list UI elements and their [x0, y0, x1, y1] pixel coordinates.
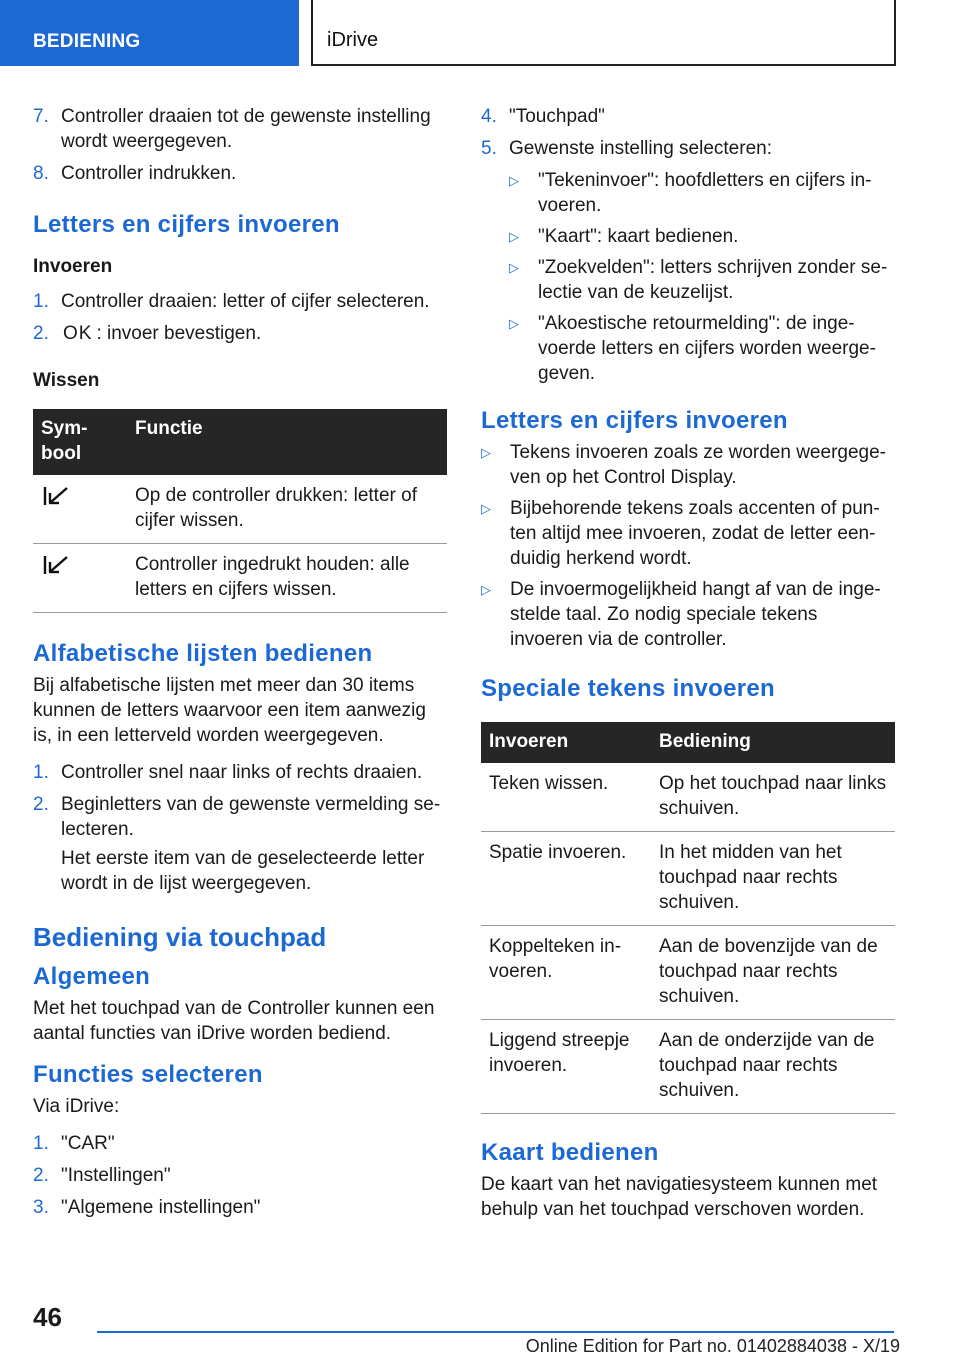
table-row — [481, 926, 895, 1020]
bullet-text: Bijbehorende tekens zoals accenten of punten altijd mee invoeren, zodat de letter eenduidig herkend wordt. — [510, 498, 880, 569]
step-text: Controller indrukken. — [61, 163, 237, 184]
chapter-title: iDrive — [327, 29, 379, 51]
speciale-tekens-table — [481, 722, 895, 1114]
list-item — [33, 1131, 447, 1156]
list-item — [481, 440, 895, 490]
table-cell: Koppelteken invoeren. — [481, 926, 651, 1020]
heading-functies-selecteren: Functies selecteren — [33, 1061, 263, 1088]
list-item — [481, 577, 895, 652]
right-column — [481, 104, 895, 1230]
step-number: 2. — [33, 794, 49, 815]
step-number: 5. — [481, 138, 497, 159]
list-item — [33, 1195, 447, 1220]
heading-alfabetische-lijsten: Alfabetische lijsten bedienen — [33, 640, 373, 667]
triangle-bullet-icon: ▷ — [481, 582, 491, 597]
delete-icon — [43, 554, 69, 576]
table-cell: Aan de bovenzijde van de touchpad naar rechts schuiven. — [651, 926, 895, 1020]
ok-icon: OK — [63, 323, 93, 344]
bullet-text: "Zoekvelden": letters schrijven zonder selectie van de keuzelijst. — [538, 257, 888, 303]
step-number: 7. — [33, 106, 49, 127]
heading-algemeen: Algemeen — [33, 963, 151, 990]
heading-letters-invoeren-touchpad: Letters en cijfers invoeren — [481, 407, 788, 434]
table-row — [481, 1020, 895, 1114]
triangle-bullet-icon: ▷ — [509, 260, 519, 275]
table-cell: Spatie invoeren. — [481, 832, 651, 926]
table-cell: In het midden van het touchpad naar rechts schuiven. — [651, 832, 895, 926]
heading-speciale-tekens: Speciale tekens invoeren — [481, 675, 776, 702]
step-number: 2. — [33, 323, 49, 344]
step-text: "Touchpad" — [509, 106, 605, 127]
triangle-bullet-icon: ▷ — [509, 316, 519, 331]
list-item — [33, 104, 447, 154]
table-row — [33, 475, 447, 544]
step-text: Controller snel naar links of rechts draaien. — [61, 762, 423, 783]
heading-letters-invoeren: Letters en cijfers invoeren — [33, 211, 340, 238]
step-number: 2. — [33, 1165, 49, 1186]
step-text: Controller draaien: letter of cijfer selecteren. — [61, 291, 430, 312]
list-item — [33, 161, 447, 186]
footer-edition: Online Edition for Part no. 01402884038 - X/19 — [525, 1336, 900, 1356]
list-item — [33, 792, 447, 842]
list-item — [481, 311, 895, 386]
step-number: 4. — [481, 106, 497, 127]
subheading-invoeren: Invoeren — [33, 256, 113, 277]
triangle-bullet-icon: ▷ — [481, 445, 491, 460]
left-column — [33, 104, 447, 1227]
step-number: 3. — [33, 1197, 49, 1218]
heading-kaart-bedienen: Kaart bedienen — [481, 1139, 659, 1166]
delete-icon — [43, 485, 69, 507]
list-item — [481, 136, 895, 161]
heading-bediening-touchpad: Bediening via touchpad — [33, 922, 327, 952]
step-text: "Instellingen" — [61, 1165, 171, 1186]
section-title: BEDIENING — [33, 31, 141, 52]
table-row — [481, 763, 895, 832]
step-number: 1. — [33, 762, 49, 783]
list-item — [481, 104, 895, 129]
footer-divider — [97, 1331, 894, 1333]
table-cell: Teken wissen. — [481, 763, 651, 832]
table-header: Functie — [127, 409, 447, 475]
subheading-wissen: Wissen — [33, 370, 100, 391]
table-cell: Controller ingedrukt houden: alle letters en cijfers wissen. — [127, 544, 447, 613]
step-number: 1. — [33, 1133, 49, 1154]
list-item — [33, 1163, 447, 1188]
bullet-text: "Kaart": kaart bedienen. — [538, 226, 739, 247]
table-cell: Liggend streepje invoeren. — [481, 1020, 651, 1114]
list-item — [481, 168, 895, 218]
list-item — [481, 255, 895, 305]
step-number: 8. — [33, 163, 49, 184]
bullet-text: De invoermogelijkheid hangt af van de ingestelde taal. Zo nodig speciale tekens invoeren via de controller. — [510, 579, 881, 650]
step-text: Gewenste instelling selecteren: — [509, 138, 772, 159]
chapter-tab — [311, 0, 896, 66]
list-item — [481, 224, 895, 249]
table-cell: Op het touchpad naar links schuiven. — [651, 763, 895, 832]
bullet-text: Tekens invoeren zoals ze worden weergegeven op het Control Display. — [510, 442, 886, 488]
step-text: "CAR" — [61, 1133, 115, 1154]
list-item — [481, 496, 895, 571]
triangle-bullet-icon: ▷ — [481, 501, 491, 516]
paragraph: Met het touchpad van de Controller kunnen een aantal functies van iDrive worden bediend. — [33, 998, 435, 1044]
table-header: Invoeren — [481, 722, 651, 763]
wissen-table — [33, 409, 447, 613]
triangle-bullet-icon: ▷ — [509, 173, 519, 188]
list-item — [33, 760, 447, 785]
table-row — [33, 544, 447, 613]
bullet-text: "Tekeninvoer": hoofdletters en cijfers invoeren. — [538, 170, 872, 216]
list-item — [33, 321, 447, 346]
step-text: "Algemene instellingen" — [61, 1197, 261, 1218]
table-cell: Aan de onderzijde van de touchpad naar rechts schuiven. — [651, 1020, 895, 1114]
table-cell: Op de controller drukken: letter of cijfer wissen. — [127, 475, 447, 544]
section-tab — [0, 0, 299, 66]
step-text: Controller draaien tot de gewenste instelling wordt weergegeven. — [61, 106, 431, 152]
table-header: Sym- bool — [33, 409, 127, 475]
step-text: Beginletters van de gewenste vermelding selecteren. — [61, 794, 441, 840]
page-number: 46 — [33, 1302, 62, 1332]
step-number: 1. — [33, 291, 49, 312]
list-item — [33, 289, 447, 314]
paragraph: Via iDrive: — [33, 1096, 120, 1117]
bullet-text: "Akoestische retourmelding": de ingevoerde letters en cijfers worden weergegeven. — [538, 313, 876, 384]
paragraph: Bij alfabetische lijsten met meer dan 30 items kunnen de letters waarvoor een item aanwezig is, in een letterveld worden weergegeven. — [33, 675, 426, 746]
table-header: Bediening — [651, 722, 895, 763]
step-continuation: Het eerste item van de geselecteerde letter wordt in de lijst weergegeven. — [61, 848, 425, 894]
step-text: : invoer bevestigen. — [96, 323, 262, 344]
triangle-bullet-icon: ▷ — [509, 229, 519, 244]
paragraph: De kaart van het navigatiesysteem kunnen met behulp van het touchpad verschoven worden. — [481, 1174, 878, 1220]
table-row — [481, 832, 895, 926]
